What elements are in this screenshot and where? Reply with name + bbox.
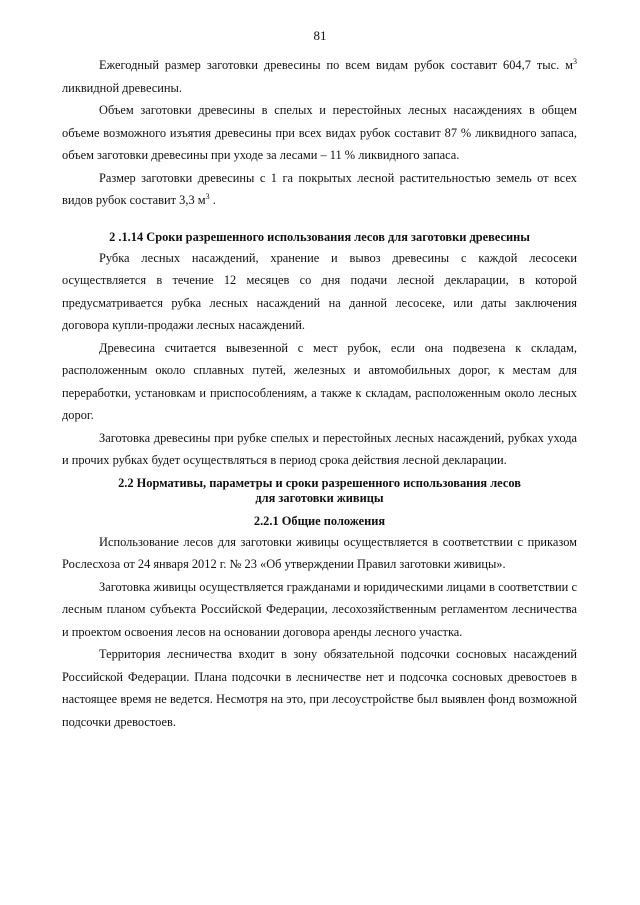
paragraph: Древесина считается вывезенной с мест рубок, если она подвезена к складам, расположенным около сплавных путей, железных и автомобильных дорог, к местам для переработки, установкам и приспособлениям, а также к складам, расположенным около лесных дорог. [62,340,577,422]
section-heading-2-2 [62,476,577,506]
superscript: 3 [205,191,210,201]
page-content [62,54,577,733]
heading-line: 2.2 Нормативы, параметры и сроки разрешенного использования лесов [118,475,521,490]
paragraph: Заготовка древесины при рубке спелых и перестойных лесных насаждений, рубках ухода и прочих рубках будет осуществляться в период срока действия лесной декларации. [62,430,577,467]
paragraph-text: ликвидной древесины. [62,80,182,95]
paragraph-text: Размер заготовки древесины с 1 га покрытых лесной растительностью земель от всех видов рубок составит 3,3 м [62,170,577,207]
paragraph: Рубка лесных насаждений, хранение и вывоз древесины с каждой лесосеки осуществляется в течение 12 месяцев со дня подачи лесной декларации, в которой предусматривается рубка лесных насаждений на данной лесосеке, или даты заключения договора купли-продажи лесных насаждений. [62,250,577,332]
superscript: 3 [573,56,577,66]
heading-line: для заготовки живицы [255,490,384,505]
paragraph-per-hectare [62,167,577,212]
paragraph: Использование лесов для заготовки живицы осуществляется в соответствии с приказом Рослесхоза от 24 января 2012 г. № 23 «Об утверждении Правил заготовки живицы». [62,534,577,571]
page-number: 81 [313,28,327,43]
paragraph-text: . [209,193,216,207]
paragraph-harvest-share: Объем заготовки древесины в спелых и перестойных лесных насаждениях в общем объеме возможного изъятия древесины при всех видах рубок составит 87 % ликвидного запаса, объем заготовки древесины при уходе за лесами – 11 % ликвидного запаса. [62,103,577,162]
section-heading-2-2-1: 2.2.1 Общие положения [253,513,386,528]
paragraph-annual-volume [62,54,577,99]
paragraph: Территория лесничества входит в зону обязательной подсочки сосновых насаждений Российской Федерации. Плана подсочки в лесничестве нет и подсочка сосновых древостоев в настоящее время не ведется. Несмотря на это, при лесоустройстве был выявлен фонд возможной подсочки древостоев. [62,647,577,729]
paragraph-text: Ежегодный размер заготовки древесины по всем видам рубок составит 604,7 тыс. м [99,58,573,72]
section-heading-2-1-14: 2 .1.14 Сроки разрешенного использования лесов для заготовки древесины [109,229,530,244]
paragraph: Заготовка живицы осуществляется гражданами и юридическими лицами в соответствии с лесным планом субъекта Российской Федерации, лесохозяйственным регламентом лесничества и проектом освоения лесов на основании договора аренды лесного участка. [62,579,577,639]
